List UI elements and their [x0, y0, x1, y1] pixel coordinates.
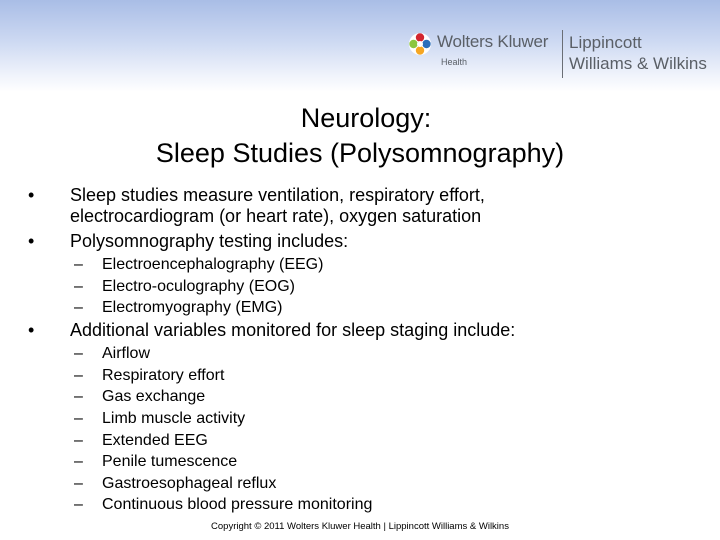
sub-bullet-text: Continuous blood pressure monitoring — [102, 496, 373, 513]
bullet-marker: • — [28, 185, 35, 205]
sub-bullet-item — [74, 276, 295, 298]
logo-company-name: Wolters Kluwer — [437, 32, 549, 51]
sub-bullet-text: Extended EEG — [102, 432, 208, 449]
sub-bullet-text: Electroencephalography (EEG) — [102, 256, 324, 273]
footer-copyright: Copyright © 2011 Wolters Kluwer Health | Lippincott Williams & Wilkins — [211, 521, 509, 532]
wolters-kluwer-logo-icon — [408, 32, 432, 56]
sub-bullet-text: Electro-oculography (EOG) — [102, 278, 295, 295]
sub-bullet-text: Gastroesophageal reflux — [102, 475, 277, 492]
sub-bullet-item — [74, 408, 246, 430]
bullet-text: Additional variables monitored for sleep staging include: — [70, 320, 516, 340]
dash-marker: – — [74, 475, 83, 492]
slide-title — [0, 101, 720, 171]
logo-division: Health — [441, 57, 468, 67]
sub-bullet-text: Electromyography (EMG) — [102, 299, 283, 316]
sub-bullet-text: Respiratory effort — [102, 367, 225, 384]
dash-marker: – — [74, 453, 83, 470]
dash-marker: – — [74, 496, 83, 513]
logo-divider — [562, 30, 563, 78]
sub-bullet-item — [74, 365, 225, 387]
bullet-text-line1: Sleep studies measure ventilation, respiratory effort, — [70, 185, 485, 205]
bullet-text-line2: electrocardiogram (or heart rate), oxygen saturation — [70, 206, 482, 226]
sub-bullet-text: Airflow — [102, 345, 151, 362]
sub-bullet-item — [74, 451, 238, 473]
logo-publisher — [569, 32, 707, 74]
dash-marker: – — [74, 299, 83, 316]
bullet-item — [28, 185, 485, 227]
sub-bullet-item — [74, 430, 208, 452]
dash-marker: – — [74, 345, 83, 362]
logo-publisher-line1: Lippincott — [569, 33, 642, 52]
dash-marker: – — [74, 278, 83, 295]
sub-bullet-item — [74, 386, 206, 408]
bullet-marker: • — [28, 231, 35, 251]
sub-bullet-text: Penile tumescence — [102, 453, 238, 470]
bullet-text: Polysomnography testing includes: — [70, 231, 349, 251]
sub-bullet-item — [74, 343, 151, 365]
bullet-item — [28, 320, 516, 341]
sub-bullet-text: Limb muscle activity — [102, 410, 246, 427]
dash-marker: – — [74, 410, 83, 427]
sub-bullet-item — [74, 254, 324, 276]
slide-title-line2: Sleep Studies (Polysomnography) — [155, 138, 565, 168]
sub-bullet-item — [74, 297, 283, 319]
sub-bullet-text: Gas exchange — [102, 388, 206, 405]
bullet-marker: • — [28, 320, 35, 340]
dash-marker: – — [74, 367, 83, 384]
dash-marker: – — [74, 256, 83, 273]
sub-bullet-item — [74, 473, 277, 495]
logo-publisher-line2: Williams & Wilkins — [569, 54, 707, 73]
slide-title-line1: Neurology: — [300, 103, 432, 133]
bullet-item — [28, 231, 349, 252]
sub-bullet-item — [74, 494, 373, 516]
dash-marker: – — [74, 432, 83, 449]
dash-marker: – — [74, 388, 83, 405]
